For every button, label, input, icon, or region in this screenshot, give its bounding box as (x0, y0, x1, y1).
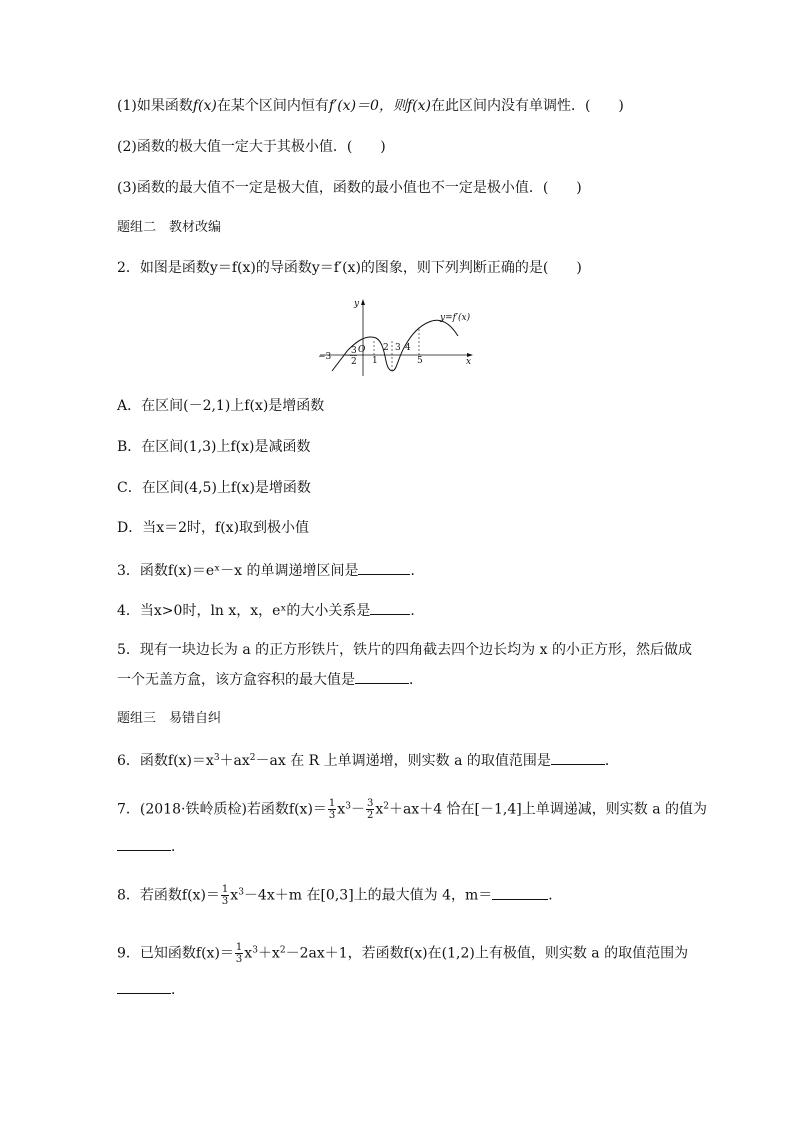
x-axis-label: x (466, 357, 472, 367)
q9-rest: －2ax＋1，若函数f(x)在(1,2)上有极值，则实数 a 的取值范围为 (285, 945, 689, 962)
q6 (117, 750, 619, 770)
q5-answer-blank[interactable] (355, 669, 409, 684)
q7-answer-line (117, 836, 185, 856)
q2-stem: 2．如图是函数y＝f(x)的导函数y＝f′(x)的图象，则下列判断正确的是( ) (117, 260, 582, 276)
q2-option-c: C．在区间(4,5)上f(x)是增函数 (117, 480, 311, 496)
q7 (117, 798, 707, 821)
q7-frac1-den: 3 (328, 810, 336, 821)
curve-label: y=f′(x) (440, 313, 471, 323)
q7-frac1-num: 1 (328, 798, 336, 809)
q2-option-d: D．当x＝2时，f(x)取到极小值 (117, 520, 310, 536)
q8-rest: －4x＋m 在[0,3]上的最大值为 4，m＝ (243, 887, 493, 904)
q3-end: ． (410, 563, 425, 579)
q9-pre: 9．已知函数f(x)＝ (117, 945, 234, 962)
q8-end: ． (548, 887, 563, 904)
tick-2: 2 (383, 343, 389, 353)
q9-frac1 (235, 942, 243, 965)
q9-exp2: 2 (279, 945, 286, 956)
tick-neg-frac-num: 3 (351, 346, 357, 356)
q8-answer-blank[interactable] (492, 885, 548, 900)
q7-frac2-den: 2 (366, 810, 374, 821)
q8-exp1: 3 (238, 887, 244, 898)
q8-frac1-num: 1 (221, 884, 229, 895)
q1-item3: (3)函数的最大值不一定是极大值，函数的最小值也不一定是极小值．( ) (117, 180, 582, 196)
q4-end: ． (410, 603, 425, 619)
q6-rest: －ax 在 R 上单调递增，则实数 a 的取值范围是 (255, 753, 551, 769)
y-axis-label: y (354, 299, 360, 309)
q2-option-a: A．在区间(－2,1)上f(x)是增函数 (117, 398, 325, 414)
q1-item1-pre: (1)如果函数 (117, 98, 193, 114)
q5-line2-text: 一个无盖方盒，该方盒容积的最大值是 (117, 672, 355, 688)
y-axis-arrow (361, 299, 365, 305)
q7-pre: 7．(2018·铁岭质检)若函数f(x)＝ (117, 801, 327, 818)
q6-exp2: 2 (249, 753, 256, 763)
q4-answer-blank[interactable] (370, 600, 410, 615)
tick-neg-frac-den: 2 (351, 357, 357, 367)
tick-1: 1 (372, 356, 378, 366)
q7-frac2 (366, 798, 374, 821)
q1-item1-mid: 在某个区间内恒有 (216, 98, 329, 114)
q8-var1: x (230, 887, 239, 904)
group2-title: 题组二 教材改编 (117, 220, 222, 235)
q1-item2: (2)函数的极大值一定大于其极小值．( ) (117, 139, 386, 155)
q8 (117, 884, 562, 907)
q8-pre: 8．若函数f(x)＝ (117, 887, 220, 904)
q1-item1-post: 在此区间内没有单调性．( ) (430, 98, 624, 114)
q7-exp2: 2 (383, 801, 389, 812)
q1-item1-fx2: f(x) (406, 98, 431, 114)
tick-3: 3 (395, 343, 401, 353)
q7-rest: ＋ax＋4 恰在[－1,4]上单调递减，则实数 a 的值为 (388, 801, 707, 818)
q6-answer-blank[interactable] (551, 750, 605, 765)
q8-frac1 (221, 884, 229, 907)
q2-option-b: B．在区间(1,3)上f(x)是减函数 (117, 439, 311, 455)
q9 (117, 942, 688, 965)
tick-4: 4 (405, 343, 411, 353)
q5-end: ． (409, 672, 423, 688)
q1-item1 (117, 97, 624, 115)
group3-title: 题组三 易错自纠 (117, 711, 222, 726)
q1-item1-fx: f(x) (192, 98, 217, 114)
q7-frac1 (328, 798, 336, 821)
q9-end: ． (171, 982, 185, 998)
q7-frac2-num: 3 (366, 798, 374, 809)
q9-frac1-num: 1 (235, 942, 243, 953)
derivative-graph (316, 296, 476, 378)
q9-frac1-den: 3 (235, 954, 243, 965)
q8-frac1-den: 3 (221, 896, 229, 907)
q9-exp1: 3 (252, 945, 258, 956)
q7-var1: x (337, 801, 346, 818)
q7-exp1: 3 (345, 801, 351, 812)
q3-text: 3．函数f(x)＝eˣ－x 的单调递增区间是 (117, 563, 359, 579)
q7-answer-blank[interactable] (117, 836, 171, 851)
tick-5: 5 (417, 356, 423, 366)
q4-text: 4．当x>0时，ln x，x，eˣ的大小关系是 (117, 603, 371, 619)
q9-plus: ＋x (257, 945, 280, 962)
q3 (117, 560, 424, 580)
q1-item1-fprime: f′(x)＝0，则 (328, 98, 407, 114)
q4 (117, 600, 424, 620)
tick-neg3: −3 (318, 352, 332, 362)
q5-line1: 5．现有一块边长为 a 的正方形铁片，铁片的四角截去四个边长均为 x 的小正方形，然后做成 (117, 642, 692, 658)
q6-end: ． (604, 753, 619, 769)
q5-line2 (117, 669, 423, 689)
q6-mid: ＋ax (219, 753, 250, 769)
origin-label: O (358, 345, 366, 355)
q6-exp1: 3 (213, 753, 220, 763)
q9-answer-blank[interactable] (117, 979, 171, 994)
q3-answer-blank[interactable] (358, 560, 410, 575)
q7-minus: － (350, 801, 365, 818)
q9-answer-line (117, 979, 185, 999)
q6-pre: 6．函数f(x)＝x (117, 753, 214, 769)
q9-var1: x (244, 945, 253, 962)
tick-neg-sign: − (344, 351, 352, 361)
q7-var2: x (375, 801, 384, 818)
q7-end: ． (171, 839, 185, 855)
